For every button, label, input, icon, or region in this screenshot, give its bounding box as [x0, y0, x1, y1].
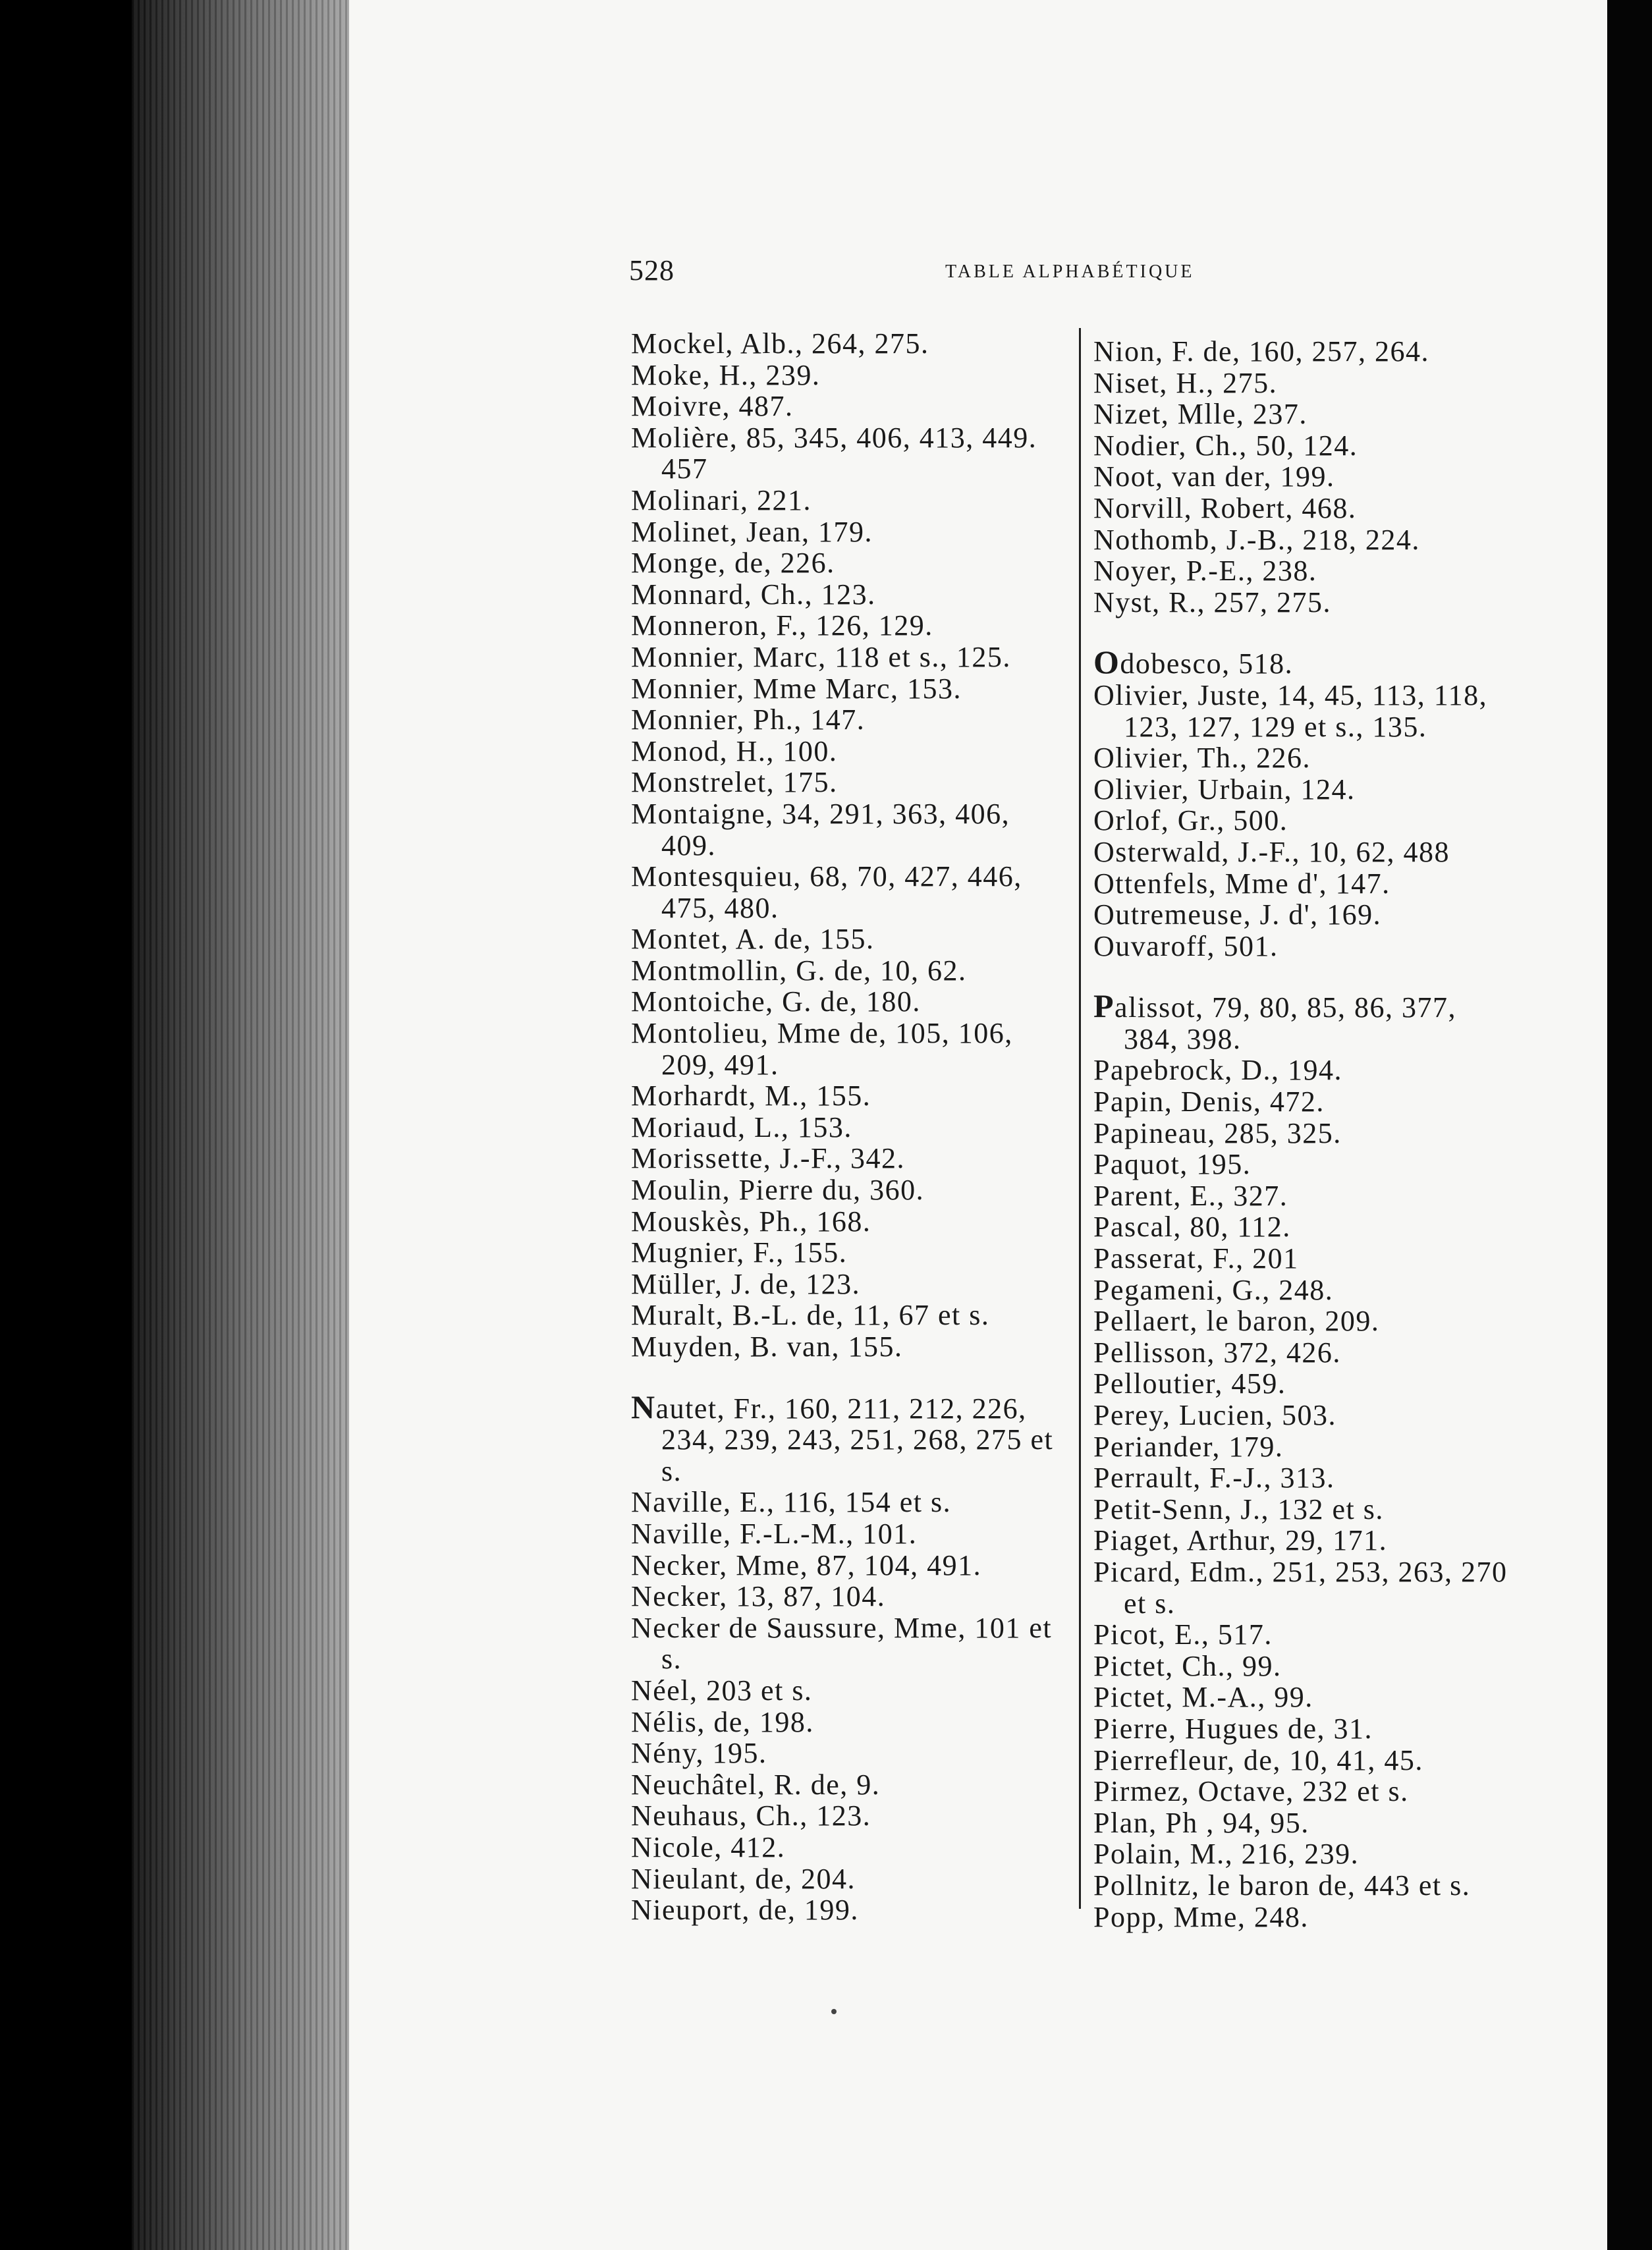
index-entry: Montet, A. de, 155. [631, 923, 875, 956]
index-entry: Mouskès, Ph., 168. [631, 1205, 871, 1238]
index-entry: Piaget, Arthur, 29, 171. [1093, 1524, 1388, 1557]
index-entry: Papin, Denis, 472. [1093, 1085, 1325, 1118]
index-entry: Papineau, 285, 325. [1093, 1116, 1342, 1149]
section-initial: N [631, 1388, 656, 1425]
index-entry: Ouvaroff, 501. [1093, 929, 1279, 962]
index-entry: Noyer, P.-E., 238. [1093, 555, 1317, 588]
index-entry: Moke, H., 239. [631, 358, 821, 391]
index-column-right [1093, 336, 1515, 1933]
index-entry: Montmollin, G. de, 10, 62. [631, 954, 967, 987]
index-entry: Pictet, Ch., 99. [1093, 1649, 1282, 1682]
index-entry: Monnier, Ph., 147. [631, 703, 866, 736]
index-entry: Monod, H., 100. [631, 734, 838, 767]
index-entry: Nodier, Ch., 50, 124. [1093, 429, 1358, 462]
index-entry: Picot, E., 517. [1093, 1618, 1273, 1651]
index-entry: Pollnitz, le baron de, 443 et s. [1093, 1869, 1471, 1902]
index-entry: Norvill, Robert, 468. [1093, 491, 1357, 524]
section-initial: P [1093, 987, 1115, 1025]
index-entry: Necker de Saussure, Mme, 101 et s. [631, 1611, 1053, 1676]
index-entry: Olivier, Juste, 14, 45, 113, 118, 123, 127, 129 et s., 135. [1093, 678, 1488, 743]
index-entry: Polain, M., 216, 239. [1093, 1838, 1360, 1871]
index-entry: Picard, Edm., 251, 253, 263, 270 et s. [1093, 1555, 1508, 1620]
index-entry: Montesquieu, 68, 70, 427, 446, 475, 480. [631, 860, 1022, 924]
index-entry: Papebrock, D., 194. [1093, 1054, 1342, 1087]
index-entry: Pellisson, 372, 426. [1093, 1336, 1341, 1369]
index-column-left [631, 328, 1066, 1926]
index-entry: Montaigne, 34, 291, 363, 406, 409. [631, 797, 1010, 862]
index-entry: Néel, 203 et s. [631, 1674, 813, 1707]
index-entry: Naville, F.-L.-M., 101. [631, 1517, 918, 1550]
section-gap [1093, 618, 1515, 647]
index-entry: Necker, Mme, 87, 104, 491. [631, 1549, 982, 1581]
index-entry: Monstrelet, 175. [631, 766, 838, 799]
index-entry: Molière, 85, 345, 406, 413, 449. 457 [631, 421, 1037, 485]
scan-border [1607, 0, 1652, 2250]
index-entry: Monneron, F., 126, 129. [631, 609, 933, 642]
index-entry: Nicole, 412. [631, 1830, 786, 1863]
index-entry: Neuchâtel, R. de, 9. [631, 1768, 881, 1801]
index-entry: Nény, 195. [631, 1737, 767, 1770]
index-entry: Pictet, M.-A., 99. [1093, 1681, 1313, 1714]
index-entry: Pirmez, Octave, 232 et s. [1093, 1775, 1409, 1808]
index-entry: Odobesco, 518. [1093, 644, 1294, 681]
page-number: 528 [629, 254, 675, 287]
index-entry: Pelloutier, 459. [1093, 1367, 1286, 1400]
section-gap [1093, 962, 1515, 991]
index-entry: Nion, F. de, 160, 257, 264. [1093, 335, 1429, 368]
index-entry: Morissette, J.-F., 342. [631, 1142, 905, 1175]
index-entry: Montolieu, Mme de, 105, 106, 209, 491. [631, 1017, 1013, 1081]
index-entry: Pegameni, G., 248. [1093, 1273, 1334, 1306]
index-entry: Monnier, Marc, 118 et s., 125. [631, 640, 1011, 673]
index-entry: Mugnier, F., 155. [631, 1236, 848, 1269]
index-entry: Monge, de, 226. [631, 547, 835, 580]
index-entry: Naville, E., 116, 154 et s. [631, 1486, 952, 1519]
section-gap [631, 1363, 1066, 1392]
index-entry: Palissot, 79, 80, 85, 86, 377, 384, 398. [1093, 987, 1456, 1055]
index-entry: Muyden, B. van, 155. [631, 1331, 903, 1363]
index-entry: Nieuport, de, 199. [631, 1894, 859, 1927]
index-entry: Nautet, Fr., 160, 211, 212, 226, 234, 239, 243, 251, 268, 275 et s. [631, 1388, 1054, 1487]
index-entry: Nothomb, J.-B., 218, 224. [1093, 523, 1420, 556]
index-entry: Passerat, F., 201 [1093, 1242, 1299, 1275]
index-entry: Monnier, Mme Marc, 153. [631, 672, 962, 705]
index-entry: Osterwald, J.-F., 10, 62, 488 [1093, 835, 1450, 868]
index-entry: Ottenfels, Mme d', 147. [1093, 867, 1390, 900]
index-entry: Pierrefleur, de, 10, 41, 45. [1093, 1743, 1423, 1776]
index-entry: Nizet, Mlle, 237. [1093, 398, 1308, 431]
index-entry: Noot, van der, 199. [1093, 460, 1335, 493]
index-entry: Niset, H., 275. [1093, 366, 1278, 399]
index-entry: Petit-Senn, J., 132 et s. [1093, 1493, 1384, 1525]
column-divider [1079, 328, 1081, 1909]
section-initial: O [1093, 644, 1120, 681]
index-entry: Nélis, de, 198. [631, 1705, 814, 1738]
index-entry: Parent, E., 327. [1093, 1179, 1288, 1212]
index-entry: Montoiche, G. de, 180. [631, 985, 921, 1018]
index-entry: Molinet, Jean, 179. [631, 515, 873, 548]
index-entry: Perey, Lucien, 503. [1093, 1399, 1336, 1431]
page-header [629, 254, 1255, 293]
index-entry: Periander, 179. [1093, 1430, 1284, 1463]
index-entry: Moivre, 487. [631, 390, 794, 423]
index-entry: Orlof, Gr., 500. [1093, 804, 1288, 837]
index-entry: Outremeuse, J. d', 169. [1093, 898, 1382, 931]
index-entry: Pierre, Hugues de, 31. [1093, 1712, 1373, 1745]
index-entry: Muralt, B.-L. de, 11, 67 et s. [631, 1299, 990, 1332]
index-entry: Olivier, Urbain, 124. [1093, 773, 1356, 806]
index-entry: Neuhaus, Ch., 123. [631, 1799, 871, 1832]
index-entry: Moriaud, L., 153. [631, 1111, 852, 1143]
index-entry: Paquot, 195. [1093, 1148, 1252, 1181]
index-entry: Molinari, 221. [631, 483, 812, 516]
index-entry: Plan, Ph , 94, 95. [1093, 1806, 1309, 1839]
index-entry: Nyst, R., 257, 275. [1093, 586, 1331, 618]
index-entry: Monnard, Ch., 123. [631, 578, 876, 611]
index-entry: Mockel, Alb., 264, 275. [631, 327, 929, 360]
book-page-edge [132, 0, 349, 2250]
index-entry: Müller, J. de, 123. [631, 1267, 861, 1300]
index-entry: Nieulant, de, 204. [631, 1862, 856, 1895]
ink-speck [831, 2009, 837, 2014]
index-entry: Moulin, Pierre du, 360. [631, 1174, 925, 1207]
index-entry: Pascal, 80, 112. [1093, 1211, 1291, 1244]
index-entry: Pellaert, le baron, 209. [1093, 1305, 1380, 1338]
index-entry: Necker, 13, 87, 104. [631, 1580, 886, 1613]
running-title: TABLE ALPHABÉTIQUE [945, 261, 1195, 282]
index-entry: Olivier, Th., 226. [1093, 742, 1311, 775]
index-entry: Perrault, F.-J., 313. [1093, 1462, 1335, 1495]
index-entry: Popp, Mme, 248. [1093, 1900, 1309, 1933]
index-entry: Morhardt, M., 155. [631, 1080, 871, 1112]
